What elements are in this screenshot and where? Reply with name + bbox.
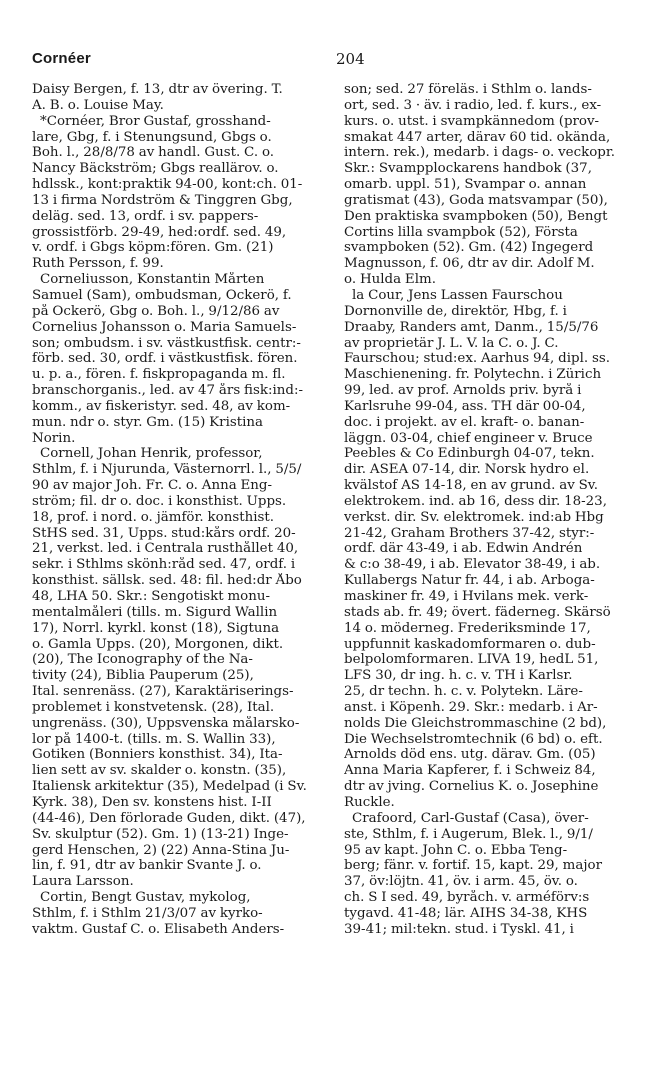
text-line: Corneliusson, Konstantin Mårten [40, 272, 265, 288]
text-line: Den praktiska svampboken (50), Bengt [344, 208, 608, 224]
text-line: 13 i firma Nordström & Tinggren Gbg, [32, 192, 293, 208]
text-line: komm., av fiskeristyr. sed. 48, av kom- [32, 398, 291, 414]
text-line: Sthlm, f. i Sthlm 21/3/07 av kyrko- [32, 905, 263, 921]
text-line: Peebles & Co Edinburgh 04-07, tekn. [344, 446, 595, 462]
text-line: Laura Larsson. [32, 874, 134, 890]
text-line: Kullabergs Natur fr. 44, i ab. Arboga- [344, 573, 595, 589]
text-line: Sthlm, f. i Njurunda, Västernorrl. l., 5/5/ [32, 462, 302, 478]
text-line: 18, prof. i nord. o. jämför. konsthist. [32, 509, 274, 525]
text-line: läggn. 03-04, chief engineer v. Bruce [344, 430, 593, 446]
text-line: Dornonville de, direktör, Hbg, f. i [344, 303, 567, 319]
text-line: smakat 447 arter, därav 60 tid. okända, [344, 129, 611, 145]
text-line: kurs. o. utst. i svampkännedom (prov- [344, 113, 600, 129]
text-line: son; ombudsm. i sv. västkustfisk. centr:- [32, 335, 301, 351]
text-line: Gotiken (Bonniers konsthist. 34), Ita- [32, 747, 283, 763]
right-column [344, 82, 640, 938]
text-line: vaktm. Gustaf C. o. Elisabeth Anders- [32, 921, 285, 937]
text-line: son; sed. 27 föreläs. i Sthlm o. lands- [344, 82, 592, 97]
text-line: 99, led. av prof. Arnolds priv. byrå i [344, 383, 582, 399]
text-line: 37, öv:löjtn. 41, öv. i arm. 45, öv. o. [344, 874, 578, 890]
text-line: Faurschou; stud:ex. Aarhus 94, dipl. ss. [344, 351, 610, 367]
text-line: gerd Henschen, 2) (22) Anna-Stina Ju- [32, 842, 290, 858]
text-line: på Öckerö, Gbg o. Boh. l., 9/12/86 av [32, 303, 280, 319]
text-line: deläg. sed. 13, ordf. i sv. pappers- [32, 208, 259, 224]
text-line: doc. i projekt. av el. kraft- o. banan- [344, 414, 585, 430]
text-line: StHS sed. 31, Upps. stud:kårs ordf. 20- [32, 525, 296, 541]
page-header [32, 50, 630, 72]
text-line: konsthist. sällsk. sed. 48: fil. hed:dr Åbo [32, 573, 302, 589]
text-line: Cornelius Johansson o. Maria Samuels- [32, 319, 297, 335]
text-line: 17), Norrl. kyrkl. konst (18), Sigtuna [32, 620, 280, 636]
text-line: o. Hulda Elm. [344, 272, 436, 288]
text-line: LFS 30, dr ing. h. c. v. TH i Karlsr. [344, 668, 573, 684]
text-line: Crafoord, Carl-Gustaf (Casa), över- [352, 810, 589, 826]
text-line: stads ab. fr. 49; övert. fäderneg. Skärsö [344, 604, 611, 620]
text-line: o. Gamla Upps. (20), Morgonen, dikt. [32, 636, 284, 652]
text-line: tivity (24), Biblia Pauperum (25), [32, 668, 254, 684]
text-line: dir. ASEA 07-14, dir. Norsk hydro el. [344, 462, 590, 478]
text-line: belpolomformaren. LIVA 19, hedL 51, [344, 652, 599, 668]
text-line: verkst. dir. Sv. elektromek. ind:ab Hbg [344, 509, 604, 525]
text-line: nolds Die Gleichstrommaschine (2 bd), [344, 715, 607, 731]
text-line: Nancy Bäckström; Gbgs reallärov. o. [32, 161, 279, 177]
text-line: mentalmåleri (tills. m. Sigurd Wallin [32, 604, 278, 620]
text-line: maskiner fr. 49, i Hvilans mek. verk- [344, 589, 589, 604]
text-line: Italiensk arkitektur (35), Medelpad (i Sv. [32, 779, 307, 795]
text-line: 90 av major Joh. Fr. C. o. Anna Eng- [32, 478, 273, 494]
text-line: (20), The Iconography of the Na- [32, 652, 253, 668]
text-line: Magnusson, f. 06, dtr av dir. Adolf M. [344, 256, 595, 272]
text-line: omarb. uppl. 51), Svampar o. annan [344, 177, 587, 193]
text-line: Karlsruhe 99-04, ass. TH där 00-04, [344, 398, 586, 414]
text-line: Norin. [32, 430, 76, 446]
text-line: elektrokem. ind. ab 16, dess dir. 18-23, [344, 493, 607, 509]
text-line: la Cour, Jens Lassen Faurschou [352, 287, 563, 303]
text-line: ort, sed. 3 · äv. i radio, led. f. kurs., ex- [344, 97, 602, 113]
text-line: u. p. a., fören. f. fiskpropaganda m. fl. [32, 367, 286, 383]
text-line: branschorganis., led. av 47 års fisk:ind:- [32, 383, 303, 399]
text-line: Anna Maria Kapferer, f. i Schweiz 84, [344, 763, 596, 779]
text-line: sekr. i Sthlms skönh:råd sed. 47, ordf. i [32, 557, 296, 573]
text-line: Daisy Bergen, f. 13, dtr av övering. T. [32, 82, 283, 97]
text-line: Cornell, Johan Henrik, professor, [40, 446, 263, 462]
text-line: mun. ndr o. styr. Gm. (15) Kristina [32, 414, 263, 430]
text-line: lor på 1400-t. (tills. m. S. Wallin 33), [32, 731, 276, 747]
text-line: berg; fänr. v. fortif. 15, kapt. 29, major [344, 858, 602, 874]
text-line: Ruckle. [344, 794, 395, 810]
text-line: lare, Gbg, f. i Stenungsund, Gbgs o. [32, 129, 272, 145]
text-line: 21, verkst. led. i Centrala rusthållet 40, [32, 541, 299, 557]
text-line: hdlssk., kont:praktik 94-00, kont:ch. 01- [32, 177, 303, 193]
text-line: ungrenäss. (30), Uppsvenska målarsko- [32, 715, 300, 731]
text-line: ström; fil. dr o. doc. i konsthist. Upps. [32, 493, 287, 509]
text-line: Skr.: Svampplockarens handbok (37, [344, 161, 592, 177]
text-line: Die Wechselstromtechnik (6 bd) o. eft. [344, 731, 603, 747]
text-line: ste, Sthlm, f. i Augerum, Blek. l., 9/1/ [344, 826, 593, 842]
text-line: gratismat (43), Goda matsvampar (50), [344, 192, 608, 208]
text-line: Samuel (Sam), ombudsman, Öckerö, f. [32, 287, 292, 303]
text-line: Arnolds död ens. utg. därav. Gm. (05) [344, 747, 596, 763]
text-line: 95 av kapt. John C. o. Ebba Teng- [344, 842, 568, 858]
text-line: lien sett av sv. skalder o. konstn. (35), [32, 763, 287, 779]
text-line: 48, LHA 50. Skr.: Sengotiskt monu- [32, 589, 271, 604]
text-line: lin, f. 91, dtr av bankir Svante J. o. [32, 858, 262, 874]
text-line: Draaby, Randers amt, Danm., 15/5/76 [344, 319, 599, 335]
text-line: *Cornéer, Bror Gustaf, grosshand- [40, 113, 271, 129]
text-line: uppfunnit kaskadomformaren o. dub- [344, 636, 596, 652]
text-line: (44-46), Den förlorade Guden, dikt. (47), [32, 810, 306, 826]
text-line: anst. i Köpenh. 29. Skr.: medarb. i Ar- [344, 699, 598, 715]
text-line: 25, dr techn. h. c. v. Polytekn. Läre- [344, 684, 583, 700]
text-line: kvälstof AS 14-18, en av grund. av Sv. [344, 478, 599, 494]
text-line: förb. sed. 30, ordf. i västkustfisk. fören. [32, 351, 298, 367]
left-column [32, 82, 332, 938]
text-line: 39-41; mil:tekn. stud. i Tyskl. 41, i [344, 921, 574, 937]
text-line: 21-42, Graham Brothers 37-42, styr:- [344, 525, 595, 541]
text-line: problemet i konstvetensk. (28), Ital. [32, 699, 275, 715]
text-line: dtr av jving. Cornelius K. o. Josephine [344, 779, 599, 795]
page-number: 204 [336, 50, 365, 68]
text-line: A. B. o. Louise May. [32, 97, 164, 113]
text-line: Ital. senrenäss. (27), Karaktäriserings- [32, 684, 294, 700]
text-line: intern. rek.), medarb. i dags- o. veckopr. [344, 145, 616, 161]
text-line: tygavd. 41-48; lär. AIHS 34-38, KHS [344, 905, 588, 921]
text-line: av proprietär J. L. V. la C. o. J. C. [344, 335, 559, 351]
text-line: 14 o. möderneg. Frederiksminde 17, [344, 620, 591, 636]
running-head: Cornéer [32, 50, 91, 67]
text-line: grossistförb. 29-49, hed:ordf. sed. 49, [32, 224, 287, 240]
text-line: svampboken (52). Gm. (42) Ingegerd [344, 240, 594, 256]
text-line: v. ordf. i Gbgs köpm:fören. Gm. (21) [32, 240, 274, 256]
text-line: & c:o 38-49, i ab. Elevator 38-49, i ab. [344, 557, 601, 573]
text-line: Kyrk. 38), Den sv. konstens hist. I-II [32, 794, 272, 810]
text-line: Maschienening. fr. Polytechn. i Zürich [344, 367, 602, 383]
text-line: Ruth Persson, f. 99. [32, 256, 164, 272]
text-line: Cortins lilla svampbok (52), Första [344, 224, 578, 240]
text-line: ch. S I sed. 49, byråch. v. arméförv:s [344, 890, 590, 906]
text-line: ordf. där 43-49, i ab. Edwin Andrén [344, 541, 583, 557]
text-line: Sv. skulptur (52). Gm. 1) (13-21) Inge- [32, 826, 289, 842]
text-line: Boh. l., 28/8/78 av handl. Gust. C. o. [32, 145, 275, 161]
text-line: Cortin, Bengt Gustav, mykolog, [40, 890, 251, 906]
